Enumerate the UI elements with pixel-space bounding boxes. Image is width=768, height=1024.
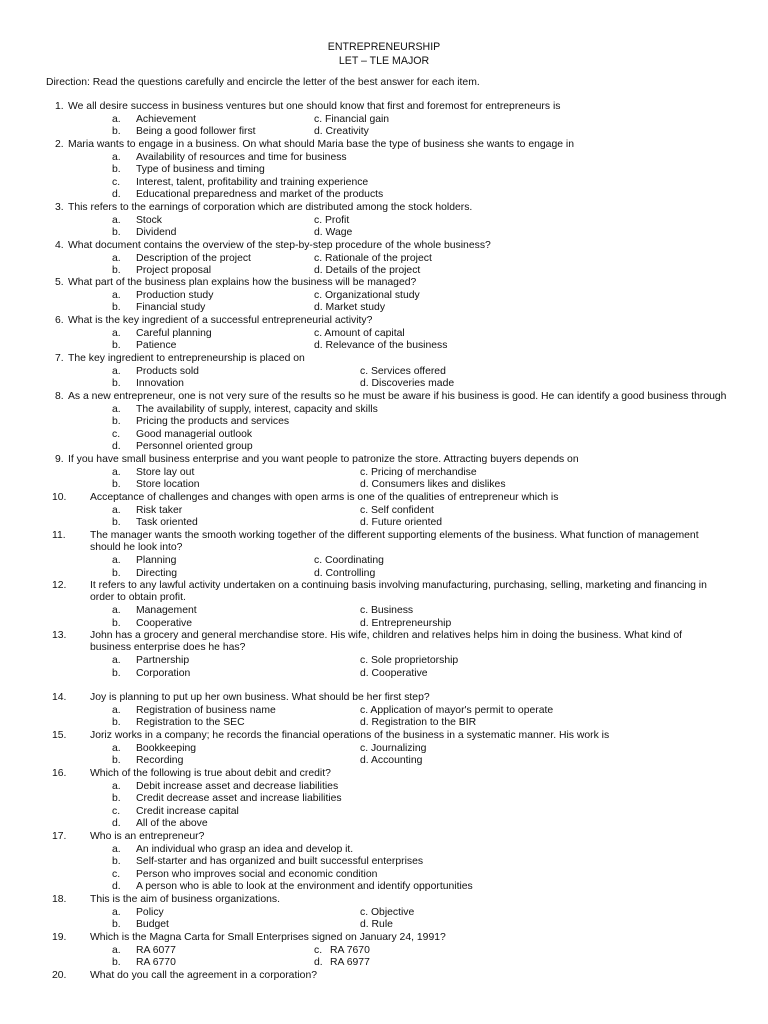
question-number: 18. (52, 894, 67, 905)
question-text: It refers to any lawful activity undertaken on a continuing basis involving manufacturing, purchasing, selling, marketing and financing in order to obtain profit. (90, 580, 707, 603)
option-text: RA 6770 (136, 957, 176, 969)
option-letter[interactable]: b. (112, 227, 121, 239)
option-text: The availability of supply, interest, capacity and skills (136, 403, 378, 415)
question-text: We all desire success in business ventures but one should know that first and foremost for entrepreneurs is (68, 101, 561, 112)
option-letter[interactable]: b. (112, 302, 121, 314)
option-text[interactable]: c. Self confident (360, 504, 434, 516)
option-text: Credit increase capital (136, 805, 239, 817)
option-text[interactable]: d. Creativity (314, 126, 369, 138)
option-text[interactable]: c. Rationale of the project (314, 252, 432, 264)
option-letter[interactable]: b. (112, 617, 121, 629)
question-number: 19. (52, 932, 67, 943)
question-number: 17. (52, 831, 67, 842)
option-text: Self-starter and has organized and built successful enterprises (136, 856, 424, 868)
question-text: Which is the Magna Carta for Small Enterprises signed on January 24, 1991? (90, 932, 446, 943)
option-text[interactable]: d. Market study (314, 302, 386, 314)
question-text: Joy is planning to put up her own business. What should be her first step? (90, 692, 430, 703)
option-text: Educational preparedness and market of the products (136, 189, 384, 201)
option-letter[interactable]: b. (112, 919, 121, 931)
option-text: Directing (136, 567, 177, 579)
question-number: 12. (52, 580, 67, 591)
option-letter[interactable]: a. (112, 403, 121, 415)
question-text: What part of the business plan explains how the business will be managed? (68, 277, 417, 288)
directions-text: Direction: Read the questions carefully and encircle the letter of the best answer for each item. (46, 77, 480, 88)
question-number: 3. (55, 202, 64, 213)
option-letter[interactable]: a. (112, 704, 121, 716)
option-letter[interactable]: c. (112, 805, 121, 817)
option-text: Project proposal (136, 265, 212, 277)
option-text: Personnel oriented group (136, 441, 253, 453)
option-letter[interactable]: a. (112, 151, 121, 163)
option-text[interactable]: d. Controlling (314, 567, 376, 579)
option-text: Description of the project (136, 252, 251, 264)
question-number: 8. (55, 391, 64, 402)
option-letter[interactable]: a. (112, 214, 121, 226)
option-letter[interactable]: a. (112, 504, 121, 516)
option-text[interactable]: d. Entrepreneurship (360, 617, 452, 629)
option-letter[interactable]: b. (112, 856, 121, 868)
option-text: Patience (136, 340, 177, 352)
option-text: Store lay out (136, 466, 195, 478)
option-letter[interactable]: b. (112, 479, 121, 491)
option-letter[interactable]: b. (112, 126, 121, 138)
option-letter[interactable]: c. (112, 868, 121, 880)
option-text[interactable]: c. Organizational study (314, 289, 420, 301)
option-letter[interactable]: a. (112, 365, 121, 377)
option-text: Achievement (136, 113, 197, 125)
option-letter[interactable]: d. (314, 957, 323, 969)
option-text: Policy (136, 906, 164, 918)
question-text: Maria wants to engage in a business. On what should Maria base the type of business she wants to engage in (68, 139, 574, 150)
option-text[interactable]: d. Accounting (360, 755, 423, 767)
option-text: Availability of resources and time for business (136, 151, 347, 163)
option-text: Planning (136, 555, 177, 567)
option-letter[interactable]: b. (112, 517, 121, 529)
option-text: Production study (136, 289, 214, 301)
option-letter[interactable]: b. (112, 717, 121, 729)
question-number: 11. (52, 530, 66, 541)
option-text: Good managerial outlook (136, 428, 253, 440)
option-text: Risk taker (136, 504, 183, 516)
option-text[interactable]: d. Consumers likes and dislikes (360, 479, 506, 491)
option-text: Careful planning (136, 327, 212, 339)
question-text: Who is an entrepreneur? (90, 831, 205, 842)
option-text: Person who improves social and economic condition (136, 868, 378, 880)
question-text: What document contains the overview of the step-by-step procedure of the whole business? (68, 240, 491, 251)
option-text: A person who is able to look at the environment and identify opportunities (136, 881, 473, 893)
option-text[interactable]: d. Rule (360, 919, 393, 931)
option-text: Stock (136, 214, 162, 226)
question-text: Acceptance of challenges and changes with open arms is one of the qualities of entrepreneur which is (90, 492, 559, 503)
option-text: Registration to the SEC (136, 717, 245, 729)
option-letter[interactable]: b. (112, 793, 121, 805)
option-text[interactable]: d. Registration to the BIR (360, 717, 477, 729)
option-text: Dividend (136, 227, 177, 239)
option-text: Management (136, 605, 197, 617)
option-text: Budget (136, 919, 169, 931)
question-number: 2. (55, 139, 64, 150)
option-text: Debit increase asset and decrease liabilities (136, 780, 339, 792)
option-text: Registration of business name (136, 704, 276, 716)
option-text[interactable]: d. Discoveries made (360, 378, 455, 390)
option-text[interactable]: c. Services offered (360, 365, 446, 377)
option-text: Innovation (136, 378, 184, 390)
option-text[interactable]: c. Financial gain (314, 113, 390, 125)
option-text: Recording (136, 755, 184, 767)
question-number: 15. (52, 730, 67, 741)
option-letter[interactable]: b. (112, 567, 121, 579)
option-text[interactable]: c. Pricing of merchandise (360, 466, 477, 478)
option-text: Financial study (136, 302, 206, 314)
option-text[interactable]: c. Amount of capital (314, 327, 405, 339)
option-letter[interactable]: a. (112, 605, 121, 617)
option-text: Credit decrease asset and increase liabilities (136, 793, 342, 805)
option-text: All of the above (136, 818, 208, 830)
option-letter[interactable]: a. (112, 944, 121, 956)
option-text: RA 7670 (330, 944, 370, 956)
option-letter[interactable]: a. (112, 555, 121, 567)
question-text: As a new entrepreneur, one is not very sure of the results so he must be aware if his business is good. He can identify a good business through (68, 391, 727, 402)
option-text[interactable]: d. Cooperative (360, 667, 428, 679)
option-text: Partnership (136, 655, 190, 667)
option-text[interactable]: d. Future oriented (360, 517, 443, 529)
option-letter[interactable]: a. (112, 780, 121, 792)
option-letter[interactable]: d. (112, 441, 121, 453)
page-title: ENTREPRENEURSHIP (327, 41, 441, 53)
option-text: Cooperative (136, 617, 193, 629)
option-text[interactable]: d. Wage (314, 227, 353, 239)
option-letter[interactable]: a. (112, 906, 121, 918)
option-letter[interactable]: a. (112, 466, 121, 478)
option-letter[interactable]: b. (112, 164, 121, 176)
option-text: Corporation (136, 667, 191, 679)
option-letter[interactable]: b. (112, 667, 121, 679)
option-letter[interactable]: b. (112, 378, 121, 390)
question-number: 4. (55, 240, 64, 251)
question-text: What do you call the agreement in a corporation? (90, 970, 317, 981)
question-text: Which of the following is true about debit and credit? (90, 768, 331, 779)
option-letter[interactable]: a. (112, 252, 121, 264)
question-text: The key ingredient to entrepreneurship is placed on (68, 353, 305, 364)
question-number: 9. (55, 454, 64, 465)
question-number: 6. (55, 315, 64, 326)
option-text: An individual who grasp an idea and develop it. (136, 843, 354, 855)
option-text[interactable]: c. Application of mayor's permit to operate (360, 704, 554, 716)
option-text: Interest, talent, profitability and training experience (136, 176, 369, 188)
option-letter[interactable]: c. (112, 428, 121, 440)
option-letter[interactable]: c. (314, 944, 323, 956)
question-text: This is the aim of business organizations. (90, 894, 281, 905)
option-letter[interactable]: b. (112, 957, 121, 969)
option-letter[interactable]: a. (112, 113, 121, 125)
question-number: 16. (52, 768, 67, 779)
option-letter[interactable]: a. (112, 742, 121, 754)
option-letter[interactable]: a. (112, 843, 121, 855)
option-text: Type of business and timing (136, 164, 265, 176)
question-text: Joriz works in a company; he records the financial operations of the business in a systematic manner. His work is (90, 730, 610, 741)
option-letter[interactable]: d. (112, 818, 121, 830)
option-text[interactable]: c. Sole proprietorship (360, 655, 459, 667)
option-letter[interactable]: c. (112, 176, 121, 188)
question-number: 10. (52, 492, 67, 503)
option-text: Bookkeeping (136, 742, 197, 754)
option-letter[interactable]: a. (112, 289, 121, 301)
option-text[interactable]: c. Journalizing (360, 742, 427, 754)
question-text: What is the key ingredient of a successful entrepreneurial activity? (68, 315, 373, 326)
option-letter[interactable]: b. (112, 416, 121, 428)
option-text: Pricing the products and services (136, 416, 290, 428)
option-text[interactable]: c. Profit (314, 214, 350, 226)
option-letter[interactable]: b. (112, 755, 121, 767)
question-number: 20. (52, 970, 67, 981)
option-text: RA 6077 (136, 944, 176, 956)
option-letter[interactable]: b. (112, 340, 121, 352)
question-text: John has a grocery and general merchandise store. His wife, children and relatives helps him in doing the business. What kind of business enterprise does he has? (90, 630, 683, 653)
question-number: 5. (55, 277, 64, 288)
option-text[interactable]: c. Coordinating (314, 555, 384, 567)
option-text: Store location (136, 479, 200, 491)
page-subtitle: LET – TLE MAJOR (338, 55, 430, 67)
question-text: This refers to the earnings of corporation which are distributed among the stock holders. (68, 202, 473, 213)
option-text: Task oriented (136, 517, 198, 529)
option-text[interactable]: d. Details of the project (314, 265, 421, 277)
question-text: The manager wants the smooth working together of the different supporting elements of the business. What function of management should he look into? (90, 530, 699, 553)
question-number: 14. (52, 692, 67, 703)
option-letter[interactable]: a. (112, 655, 121, 667)
option-text[interactable]: d. Relevance of the business (314, 340, 448, 352)
option-text: Being a good follower first (136, 126, 256, 138)
question-text: If you have small business enterprise and you want people to patronize the store. Attracting buyers depends on (68, 454, 579, 465)
option-letter[interactable]: d. (112, 881, 121, 893)
option-text[interactable]: c. Business (360, 605, 414, 617)
option-letter[interactable]: d. (112, 189, 121, 201)
question-number: 1. (55, 101, 64, 112)
option-text: Products sold (136, 365, 199, 377)
question-number: 13. (52, 630, 67, 641)
question-number: 7. (55, 353, 64, 364)
option-text: RA 6977 (330, 957, 370, 969)
option-text[interactable]: c. Objective (360, 906, 415, 918)
option-letter[interactable]: b. (112, 265, 121, 277)
option-letter[interactable]: a. (112, 327, 121, 339)
